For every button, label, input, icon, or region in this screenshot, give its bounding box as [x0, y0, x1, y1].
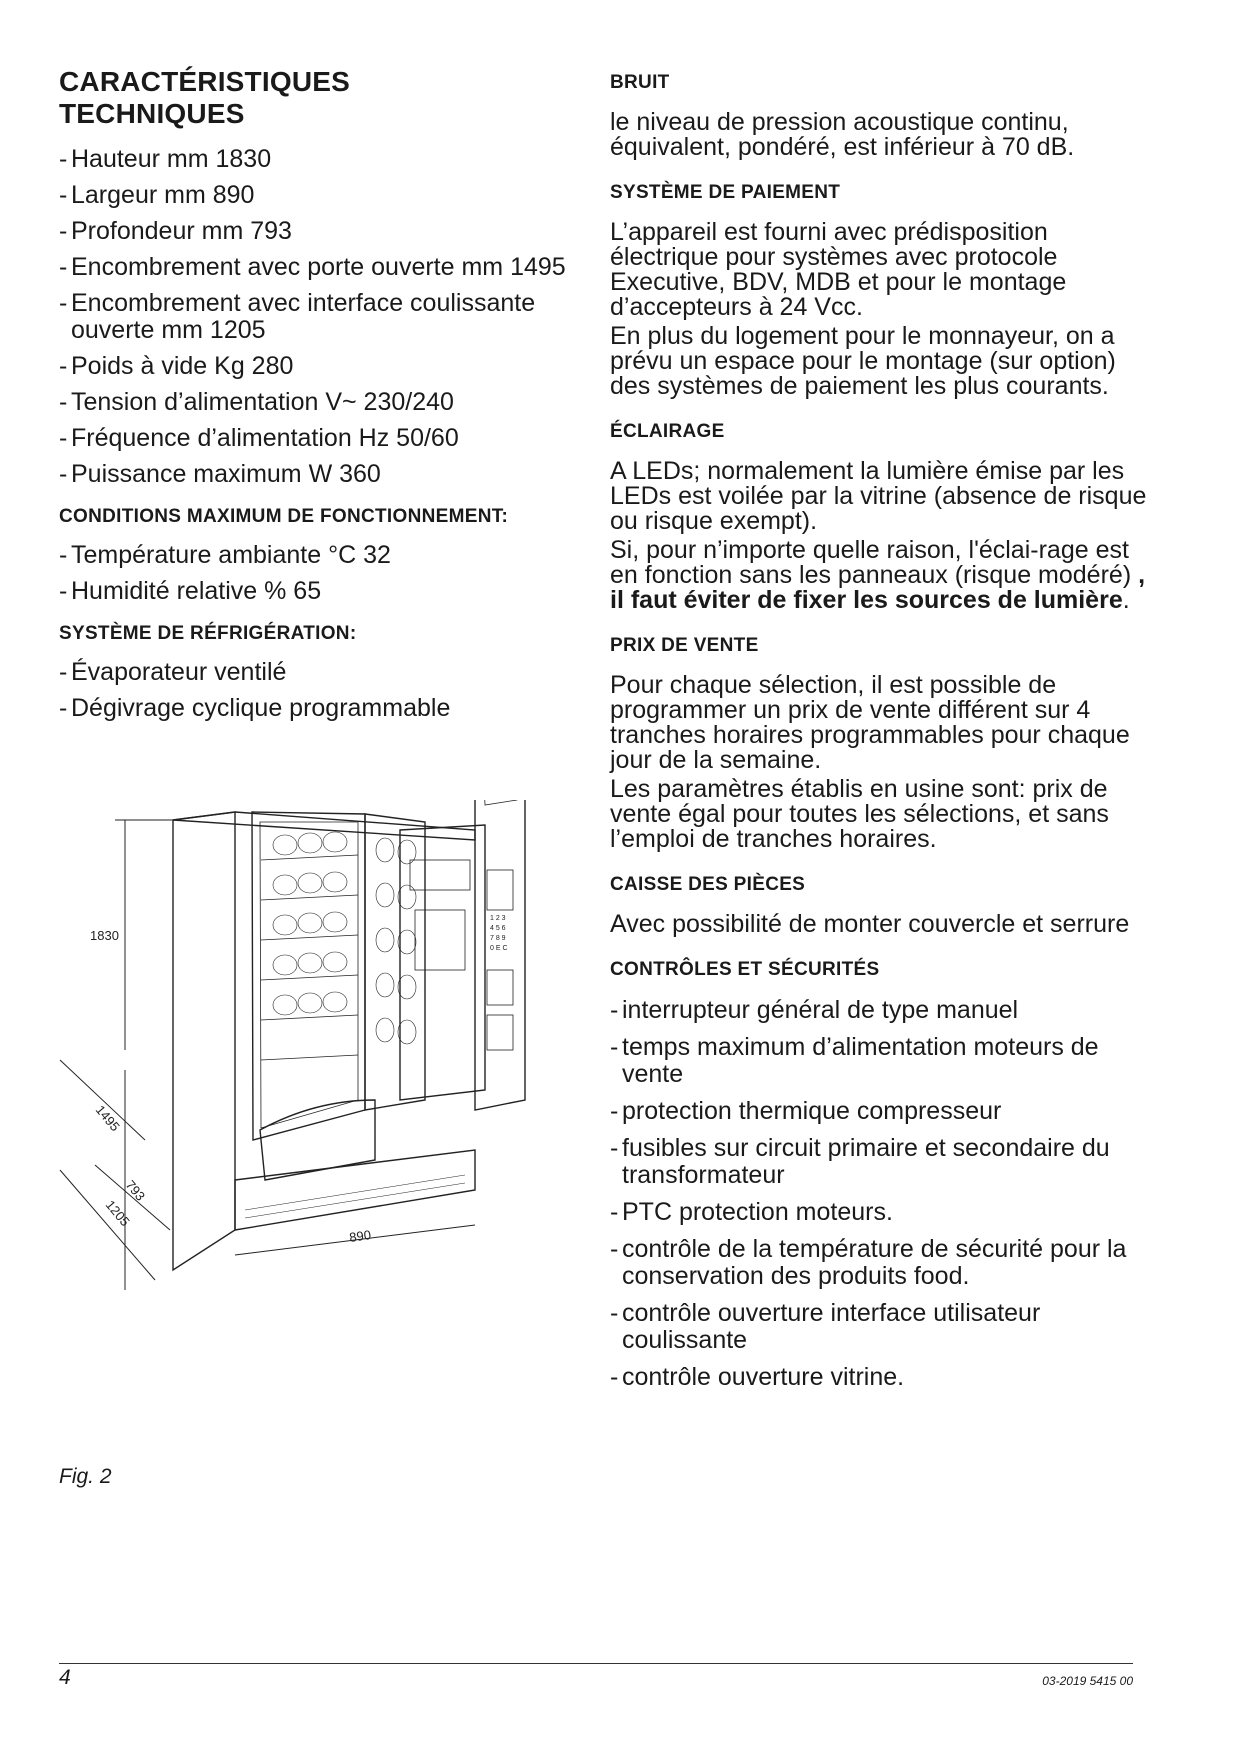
dim-door-open-label: 1495	[92, 1102, 123, 1135]
coin-slot	[487, 870, 513, 910]
payment-heading: SYSTÈME DE PAIEMENT	[610, 182, 841, 203]
noise-text: le niveau de pression acoustique continu, équivalent, pondéré, est inférieur à 70 dB.	[610, 108, 1075, 161]
keypad-row: 0 E C	[490, 945, 508, 952]
control-item: - contrôle ouverture vitrine.	[610, 1364, 1155, 1391]
document-reference: 03-2019 5415 00	[1042, 1674, 1133, 1688]
title-line-1: CARACTÉRISTIQUES	[59, 66, 350, 97]
control-item: - contrôle de la température de sécurité pour la conservation des produits food.	[610, 1236, 1155, 1290]
electronics-panel	[400, 825, 485, 1100]
conditions-heading: CONDITIONS MAXIMUM DE FONCTIONNEMENT:	[59, 506, 509, 527]
control-item: - interrupteur général de type manuel	[610, 997, 1155, 1024]
controls-list	[610, 997, 1155, 1391]
spec-item: - Hauteur mm 1830	[59, 146, 579, 173]
title-line-2: TECHNIQUES	[59, 98, 245, 129]
control-item: - PTC protection moteurs.	[610, 1199, 1155, 1226]
figure-caption: Fig. 2	[59, 1465, 112, 1488]
dim-interface-open-label: 1205	[102, 1197, 133, 1230]
right-column	[610, 72, 1155, 1401]
noise-heading: BRUIT	[610, 72, 670, 93]
footer-rule	[59, 1663, 1133, 1664]
control-item: - temps maximum d’alimentation moteurs de vente	[610, 1034, 1155, 1088]
bottom-grille	[235, 1150, 475, 1230]
spec-item: - Puissance maximum W 360	[59, 461, 579, 488]
payment-text-2: En plus du logement pour le monnayeur, on a prévu un espace pour le montage (sur option) des systèmes de paiement les plus courants.	[610, 322, 1116, 400]
dim-width-label: 890	[348, 1227, 372, 1245]
left-column	[59, 66, 579, 731]
keypad-row: 4 5 6	[490, 925, 506, 932]
lighting-text-1: A LEDs; normalement la lumière émise par les LEDs est voilée par la vitrine (absence de risque ou risque exempt).	[610, 457, 1147, 535]
lighting-warning: , il faut éviter de fixer les sources de lumière	[610, 561, 1146, 614]
dim-depth-label: 793	[122, 1177, 149, 1204]
price-text-2: Les paramètres établis en usine sont: prix de vente égal pour toutes les sélections, et sans l’emploi de tranches horaires.	[610, 775, 1109, 853]
refrigeration-list	[59, 659, 579, 722]
spec-item: - Tension d’alimentation V~ 230/240	[59, 389, 579, 416]
door-shelves	[261, 855, 358, 1060]
keypad	[490, 915, 508, 952]
conditions-list	[59, 542, 579, 605]
condition-item: - Température ambiante °C 32	[59, 542, 579, 569]
inner-cabinet	[365, 814, 425, 1110]
dim-height-label: 1830	[90, 928, 119, 943]
refrigeration-item: - Évaporateur ventilé	[59, 659, 579, 686]
refrigeration-heading: SYSTÈME DE RÉFRIGÉRATION:	[59, 623, 357, 644]
page-title	[59, 66, 579, 130]
spec-item: - Encombrement avec porte ouverte mm 1495	[59, 254, 579, 281]
spec-item: - Largeur mm 890	[59, 182, 579, 209]
controls-heading: CONTRÔLES ET SÉCURITÉS	[610, 959, 880, 980]
control-item: - protection thermique compresseur	[610, 1098, 1155, 1125]
keypad-row: 1 2 3	[490, 915, 506, 922]
specs-list	[59, 146, 579, 488]
cabinet-top	[173, 812, 475, 840]
price-heading: PRIX DE VENTE	[610, 635, 759, 656]
coin-box-heading: CAISSE DES PIÈCES	[610, 874, 806, 895]
cabinet-side	[173, 812, 235, 1270]
spec-item: - Fréquence d’alimentation Hz 50/60	[59, 425, 579, 452]
control-item: - contrôle ouverture interface utilisateur coulissante	[610, 1300, 1155, 1354]
spirals-door	[273, 832, 347, 1015]
refrigeration-item: - Dégivrage cyclique programmable	[59, 695, 579, 722]
lighting-text-2	[610, 538, 1155, 613]
lighting-text-2-end: .	[1122, 586, 1130, 614]
lighting-text-2-start: Si, pour n’importe quelle raison, l'éclai-rage est en fonction sans les panneaux (risque modéré)	[610, 536, 1139, 589]
spec-item: - Poids à vide Kg 280	[59, 353, 579, 380]
door-open-dimension-line	[60, 1060, 145, 1140]
sliding-interface	[475, 800, 525, 1110]
price-text-1: Pour chaque sélection, il est possible de programmer un prix de vente différent sur 4 tranches horaires programmables pour chaque jour de la semaine.	[610, 671, 1130, 774]
lighting-heading: ÉCLAIRAGE	[610, 421, 725, 442]
control-item: - fusibles sur circuit primaire et secondaire du transformateur	[610, 1135, 1155, 1189]
keypad-row: 7 8 9	[490, 935, 506, 942]
vending-machine-drawing	[55, 800, 595, 1470]
payment-text-1: L’appareil est fourni avec prédisposition électrique pour systèmes avec protocole Executive, BDV, MDB et pour le montage d’accepteurs à 24 Vcc.	[610, 218, 1067, 321]
page-number: 4	[59, 1666, 71, 1689]
glass-door	[252, 812, 365, 1140]
spec-item: - Profondeur mm 793	[59, 218, 579, 245]
coin-box-text: Avec possibilité de monter couvercle et serrure	[610, 910, 1130, 938]
vending-machine-figure	[55, 800, 595, 1470]
condition-item: - Humidité relative % 65	[59, 578, 579, 605]
spec-item: - Encombrement avec interface coulissante ouverte mm 1205	[59, 290, 579, 344]
